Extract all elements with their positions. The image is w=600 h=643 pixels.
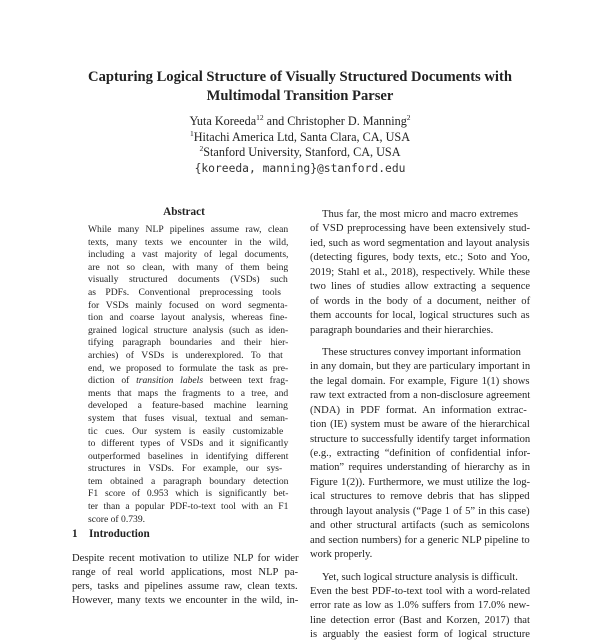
- paragraph-line: [310, 461, 530, 475]
- abstract-line: [88, 451, 288, 464]
- abstract-line: [88, 400, 288, 413]
- paragraph-line: [310, 404, 530, 418]
- abstract-text: system that fuses visual, textual and seman-: [88, 412, 289, 424]
- paragraph-text: mation” requires understanding of hierarchy as in: [310, 462, 531, 474]
- paragraph-line: [310, 222, 530, 236]
- paragraph-line: [310, 519, 530, 533]
- paragraph-text: and other structural artifacts (such as semicolons: [310, 520, 530, 532]
- author-2-affiliation-mark: 2: [406, 112, 411, 122]
- intro-text: However, many texts we encounter in the wild, in-: [72, 595, 299, 606]
- paragraph-text: ical structures to remove debris that has slipped: [310, 491, 530, 503]
- abstract-text: as PDFs. Conventional preprocessing tools: [88, 286, 281, 298]
- paragraph-gap: [310, 338, 530, 346]
- abstract-text: to different types of VSDs and it significantly: [88, 438, 289, 450]
- abstract-line: [88, 375, 288, 388]
- abstract-text: including a vast majority of legal documents,: [88, 249, 289, 261]
- intro-line: [72, 594, 298, 608]
- paragraph-gap: [310, 563, 530, 571]
- paragraph-line: [310, 490, 530, 504]
- author-block: [100, 114, 500, 176]
- abstract-text: archies) of VSDs is underexplored. To that: [88, 349, 283, 361]
- paragraph-text: of words in the body of a document, neither of: [310, 295, 531, 307]
- abstract-line: [88, 476, 288, 489]
- paragraph-line: [310, 208, 530, 222]
- paragraph-line: [310, 295, 530, 309]
- paragraph-text: Even the best PDF-to-text tool with a word-related: [310, 585, 531, 597]
- right-paragraph: [310, 346, 530, 563]
- author-2: and Christopher D. Manning: [263, 114, 407, 128]
- abstract-line: [88, 312, 288, 325]
- paragraph-line: [310, 324, 530, 338]
- paragraph-line: [310, 628, 530, 642]
- paragraph-line: [310, 346, 530, 360]
- abstract-line: [88, 388, 288, 401]
- abstract-line: [88, 350, 288, 363]
- paragraph-text: them accounts for local, logical structures such as: [310, 310, 530, 322]
- intro-text: pers, tasks and pipelines assume raw, clean texts.: [72, 581, 298, 592]
- abstract-line: [88, 363, 288, 376]
- affiliation-2-mark: 2: [199, 143, 204, 153]
- abstract-text: ments that maps the fragments to a tree, and: [88, 387, 289, 399]
- paragraph-text: 2019; Stahl et al., 2018), respectively. While these: [310, 266, 530, 278]
- abstract-line: [88, 426, 288, 439]
- abstract-heading: Abstract: [163, 206, 205, 218]
- section-heading-introduction: [72, 528, 150, 540]
- abstract-text: ter than a popular PDF-to-text tool with an F1: [88, 501, 289, 513]
- paragraph-line: [310, 251, 530, 265]
- paragraph-text: Figure 1(2)). Furthermore, we must utilize the log-: [310, 476, 531, 488]
- paragraph-text: and section numbers) for a generic NLP pipeline to: [310, 534, 530, 546]
- affiliation-1-mark: 1: [189, 128, 194, 138]
- abstract-text: tem obtained a paragraph boundary detection: [88, 475, 289, 487]
- abstract-line: [88, 224, 288, 237]
- abstract-line: [88, 237, 288, 250]
- abstract-text: While many NLP pipelines assume raw, clean: [88, 224, 289, 235]
- paragraph-line: [310, 389, 530, 403]
- paragraph-line: [310, 505, 530, 519]
- abstract-italic-term: transition labels: [136, 375, 204, 387]
- paragraph-text: of VSD preprocessing have been extensively stud-: [310, 223, 530, 235]
- paragraph-line: [310, 614, 530, 628]
- paragraph-line: [310, 433, 530, 447]
- abstract-line: [88, 262, 288, 275]
- paper-title: [40, 68, 560, 106]
- right-paragraph: [310, 571, 530, 643]
- abstract-line: [88, 249, 288, 262]
- abstract-text: texts, many texts we encounter in the wild,: [88, 236, 289, 248]
- author-1-affiliation-mark: 12: [256, 112, 264, 122]
- abstract-text: score of 0.739.: [88, 513, 146, 525]
- paragraph-text: These structures convey important information: [322, 346, 521, 358]
- abstract-text: end, we proposed to formulate the task as pre-: [88, 362, 289, 374]
- paragraph-text: (detecting figures, body texts, etc.; Soto and Yoo,: [310, 252, 530, 264]
- intro-text: Despite recent motivation to utilize NLP for wider: [72, 553, 299, 564]
- abstract-text: for VSDs mainly focused on word segmenta-: [88, 299, 288, 311]
- section-title: Introduction: [89, 528, 150, 540]
- title-line: Multimodal Transition Parser: [206, 88, 394, 104]
- abstract-text: F1 score of 0.953 which is significantly bet-: [88, 488, 289, 500]
- paragraph-line: [310, 548, 530, 562]
- paragraph-line: [310, 571, 530, 585]
- abstract-text: grained logical structure analysis (such as iden-: [88, 324, 289, 336]
- paragraph-text: line detection error (Bast and Korzen, 2017) that: [310, 614, 530, 626]
- abstract-line: [88, 325, 288, 338]
- abstract-body: [88, 224, 288, 526]
- paragraph-text: (NDA) in PDF format. An information extrac-: [310, 404, 527, 416]
- abstract-text: tion and coarse layout analysis, whereas fine-: [88, 312, 288, 324]
- title-line: Capturing Logical Structure of Visually Structured Documents with: [88, 69, 512, 85]
- paragraph-text: structure to successfully identify target information: [310, 433, 531, 445]
- paragraph-line: [310, 599, 530, 613]
- paragraph-text: error rate as low as 1.0% suffers from 17.0% new-: [310, 600, 530, 612]
- intro-line: [72, 552, 298, 566]
- paragraph-text: Yet, such logical structure analysis is difficult.: [322, 571, 518, 583]
- paragraph-text: ied, such as word segmentation and layout analysis: [310, 237, 530, 249]
- abstract-text: between text frag-: [203, 375, 289, 387]
- affiliation-2: [100, 145, 500, 161]
- right-column: [310, 208, 530, 643]
- intro-line: [72, 566, 298, 580]
- abstract-text: structures in VSDs. For example, our sys-: [88, 463, 283, 475]
- affiliation-1: [100, 130, 500, 146]
- paragraph-line: [310, 418, 530, 432]
- paragraph-text: paragraph boundaries and their hierarchies.: [310, 324, 494, 336]
- paragraph-line: [310, 534, 530, 548]
- affiliation-1-text: Hitachi America Ltd, Santa Clara, CA, USA: [193, 129, 411, 144]
- abstract-line: [88, 337, 288, 350]
- paragraph-text: the legal domain. For example, Figure 1(1) shows: [310, 375, 530, 387]
- paragraph-text: two lines of studies allow extracting a sequence: [310, 281, 531, 293]
- abstract-line: [88, 438, 288, 451]
- paragraph-line: [310, 266, 530, 280]
- abstract-line: [88, 488, 288, 501]
- paragraph-text: in any domain, but they are particulary important in: [310, 361, 531, 373]
- paragraph-line: [310, 280, 530, 294]
- abstract-text: developed a feature-based machine learning: [88, 400, 288, 412]
- abstract-text: diction of: [88, 375, 137, 387]
- abstract-line: [88, 413, 288, 426]
- abstract-text: tic cues. Our system is easily customizable: [88, 425, 284, 437]
- abstract-line: [88, 274, 288, 287]
- abstract-text: outperformed baselines in identifying different: [88, 450, 289, 462]
- paragraph-line: [310, 309, 530, 323]
- abstract-text: are not so clean, with many of them being: [88, 261, 289, 273]
- affiliation-2-text: Stanford University, Stanford, CA, USA: [203, 145, 401, 159]
- abstract-line: [88, 463, 288, 476]
- abstract-text: tifying paragraph boundaries and their hier-: [88, 337, 289, 349]
- section-number: 1: [72, 528, 78, 540]
- abstract-line: [88, 300, 288, 313]
- author-email: {koreeda, manning}@stanford.edu: [194, 161, 406, 175]
- paragraph-text: Thus far, the most micro and macro extremes: [322, 209, 518, 220]
- paragraph-text: tion (IE) system must be aware of the hierarchical: [310, 419, 530, 431]
- paragraph-text: work properly.: [310, 549, 373, 561]
- paragraph-line: [310, 360, 530, 374]
- abstract-line: [88, 514, 288, 527]
- paragraph-text: through layout analysis (“Page 1 of 5” in this case): [310, 505, 530, 517]
- intro-text: range of real world applications, most NLP pa-: [72, 567, 299, 578]
- paragraph-line: [310, 375, 530, 389]
- intro-line: [72, 580, 298, 594]
- author-names: [100, 114, 500, 130]
- paragraph-line: [310, 585, 530, 599]
- abstract-line: [88, 501, 288, 514]
- paragraph-text: (e.g., extracting “definition of confidential infor-: [310, 448, 531, 459]
- paragraph-text: is arguably the easiest form of logical structure: [310, 629, 530, 641]
- abstract-text: visually structured documents (VSDs) such: [88, 274, 288, 286]
- abstract-line: [88, 287, 288, 300]
- paragraph-line: [310, 237, 530, 251]
- paragraph-line: [310, 476, 530, 490]
- author-1: Yuta Koreeda: [189, 114, 257, 128]
- paragraph-text: raw text extracted from a non-disclosure agreement: [310, 390, 531, 402]
- right-paragraph: [310, 208, 530, 338]
- paragraph-line: [310, 447, 530, 461]
